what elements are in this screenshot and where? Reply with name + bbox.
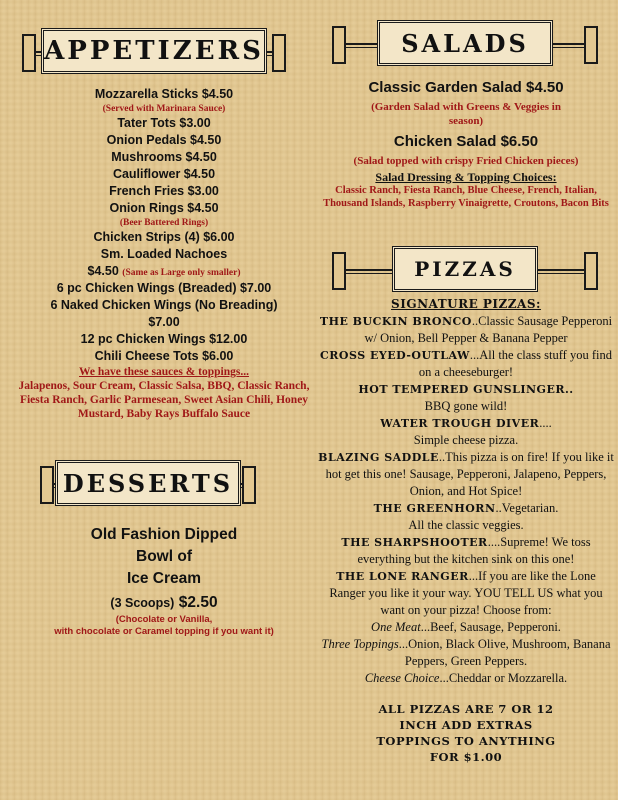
appetizers-list (14, 86, 314, 421)
appetizer-item: Mushrooms $4.50 (111, 150, 217, 164)
dessert-price: $2.50 (178, 594, 218, 611)
pizza-hot-tempered-gunslinger (318, 381, 614, 415)
appetizers-heading: APPETIZERS (44, 36, 264, 66)
nachos-price-line (14, 263, 314, 280)
pizza-name: BLAZING SADDLE (318, 451, 439, 464)
appetizer-item: 12 pc Chicken Wings $12.00 (80, 332, 248, 346)
appetizer-item: Onion Pedals $4.50 (106, 133, 222, 147)
appetizer-item: Chicken Strips (4) $6.00 (93, 230, 235, 244)
pizzas-section (318, 296, 614, 765)
pizza-name: THE LONE RANGER (336, 570, 469, 583)
pizza-name: WATER TROUGH DIVER (380, 417, 540, 430)
pizza-desc: ...All the class stuff you find on a cheeseburger! (418, 348, 612, 379)
option-label: Cheese Choice (364, 671, 440, 685)
option-label: One Meat (371, 620, 421, 634)
appetizer-item: Chili Cheese Tots $6.00 (94, 349, 234, 363)
option-one-meat (318, 619, 614, 636)
nachos-price: $4.50 (87, 264, 119, 278)
salads-banner (332, 20, 598, 66)
desserts-section (14, 524, 314, 638)
nachos-note: (Same as Large only smaller) (122, 268, 241, 278)
dessert-price-line (14, 592, 314, 614)
pizza-greenhorn (318, 500, 614, 534)
dessert-note-2: with chocolate or Caramel topping if you want it) (54, 626, 274, 637)
salads-heading: SALADS (401, 28, 529, 58)
option-label: Three Toppings (321, 637, 399, 651)
dressing-heading: Salad Dressing & Topping Choices: (375, 170, 557, 184)
pizza-name: HOT TEMPERED GUNSLINGER.. (358, 383, 574, 396)
pizza-name: THE GREENHORN (373, 502, 496, 515)
chicken-salad-note: (Salad topped with crispy Fried Chicken pieces) (353, 155, 579, 167)
pizza-buckin-bronco (318, 313, 614, 347)
option-text: ...Cheddar or Mozzarella. (439, 671, 568, 685)
pizzas-banner (332, 246, 598, 292)
pizza-desc: ...If you are like the Lone Ranger you like it your way. YOU TELL US what you want on your pizza! Choose from: (329, 569, 603, 617)
pizza-blazing-saddle (318, 449, 614, 500)
desserts-banner (40, 460, 256, 506)
appetizer-item: 6 Naked Chicken Wings (No Breading) (50, 298, 278, 312)
option-three-toppings (318, 636, 614, 670)
sauces-list: Jalapenos, Sour Cream, Classic Salsa, BBQ, Classic Ranch, Fiesta Ranch, Garlic Parmesean, Sweet Asian Chili, Honey Mustard, Baby Rays Buffalo Sauce (18, 380, 310, 420)
pizza-name: THE BUCKIN BRONCO (319, 315, 472, 328)
appetizer-note: (Served with Marinara Sauce) (102, 104, 226, 114)
pizza-name: THE SHARPSHOOTER (341, 536, 488, 549)
desserts-heading: DESSERTS (62, 468, 234, 498)
dessert-note-1: (Chocolate or Vanilla, (115, 614, 213, 625)
pizza-sharpshooter (318, 534, 614, 568)
appetizer-item: Onion Rings $4.50 (109, 201, 219, 215)
dressing-list: Classic Ranch, Fiesta Ranch, Blue Cheese, French, Italian, Thousand Islands, Raspberry Vinaigrette, Croutons, Bacon Bits (323, 185, 609, 209)
dessert-line-2: Bowl of (136, 548, 192, 565)
chicken-salad: Chicken Salad $6.50 (393, 133, 539, 150)
pizza-desc: ..This pizza is on fire! If you like it hot get this one! Sausage, Pepperoni, Jalapeno, Peppers, Onion, and Hot Spice! (325, 450, 614, 498)
appetizer-item: Tater Tots $3.00 (117, 116, 211, 130)
pizza-desc: Simple cheese pizza. (413, 433, 519, 447)
pizza-desc: ..Classic Sausage Pepperoni w/ Onion, Bell Pepper & Banana Pepper (364, 314, 613, 345)
appetizer-item: French Fries $3.00 (109, 184, 219, 198)
dessert-line-1: Old Fashion Dipped (90, 526, 238, 543)
salads-section (318, 78, 614, 210)
garden-salad: Classic Garden Salad $4.50 (368, 79, 564, 96)
appetizer-item: 6 pc Chicken Wings (Breaded) $7.00 (56, 281, 272, 295)
pizza-lone-ranger (318, 568, 614, 619)
dessert-line-3: Ice Cream (126, 570, 202, 587)
appetizer-note: (Beer Battered Rings) (119, 218, 209, 228)
signature-heading: SIGNATURE PIZZAS: (391, 297, 541, 311)
pizza-desc: All the classic veggies. (408, 518, 524, 532)
sauces-heading: We have these sauces & toppings... (79, 366, 249, 378)
pizza-desc: ....Supreme! We toss everything but the kitchen sink on this one! (357, 535, 591, 566)
appetizer-item: $7.00 (148, 315, 180, 329)
appetizers-banner (22, 28, 286, 74)
pizzas-heading: PIZZAS (414, 257, 516, 281)
pizza-desc-dots: .... (539, 416, 552, 430)
garden-salad-note: (Garden Salad with Greens & Veggies in season) (371, 101, 561, 127)
pizza-desc-a: ..Vegetarian. (495, 501, 559, 515)
pizza-desc: BBQ gone wild! (424, 399, 508, 413)
pizza-footer: ALL PIZZAS ARE 7 OR 12 INCH ADD EXTRAS TOPPINGS TO ANYTHING FOR $1.00 (376, 702, 556, 764)
pizza-water-trough-diver (318, 415, 614, 449)
option-text: ...Onion, Black Olive, Mushroom, Banana Peppers, Green Peppers. (398, 637, 611, 668)
appetizer-item: Cauliflower $4.50 (112, 167, 216, 181)
pizza-cross-eyed-outlaw (318, 347, 614, 381)
pizza-name: CROSS EYED-OUTLAW (320, 349, 470, 362)
appetizer-item: Mozzarella Sticks $4.50 (94, 87, 234, 101)
appetizer-item: Sm. Loaded Nachoes (100, 247, 228, 261)
option-cheese-choice (318, 670, 614, 687)
option-text: ...Beef, Sausage, Pepperoni. (420, 620, 561, 634)
dessert-scoops: (3 Scoops) (110, 596, 175, 610)
